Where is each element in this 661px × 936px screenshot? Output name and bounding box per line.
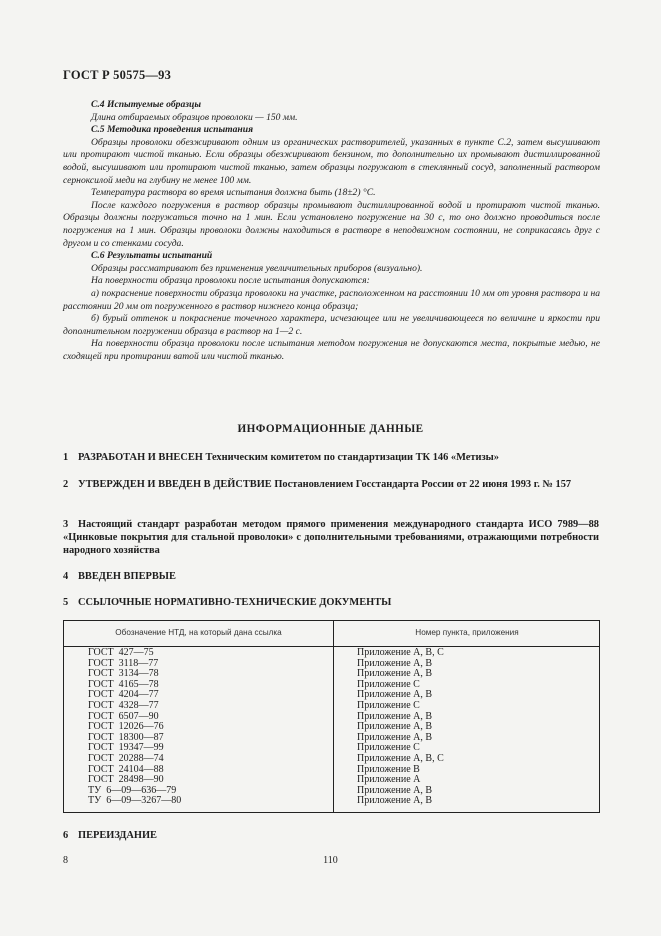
appendix-body [63,99,600,363]
info-item-number: 6 [63,830,69,841]
section-c6-item-a: а) покраснение поверхности образца проволоки на участке, расположенном на расстоянии 10 мм от уровня раствора и на расстоянии 20 мм от погруженного в раствор нижнего конца образца; [63,287,600,312]
table-cell-document: ГОСТ 18300—87 [88,731,164,743]
table-cell-document: ГОСТ 20288—74 [88,752,164,764]
table-cell-clause: Приложение В [357,763,420,775]
table-cell-document: ГОСТ 24104—88 [88,763,164,775]
table-header-document: Обозначение НТД, на который дана ссылка [115,628,282,637]
table-cell-document: ГОСТ 28498—90 [88,774,164,786]
table-cell-clause: Приложение А, В, С [357,647,444,658]
table-cell-document: ГОСТ 6507—90 [88,710,159,722]
table-cell-clause: Приложение С [357,699,420,711]
info-item-1 [63,451,599,464]
info-item-3 [63,518,599,557]
table-cell-document: ГОСТ 4328—77 [88,699,159,711]
info-item-6 [63,829,599,842]
table-cell-clause: Приложение С [357,678,420,690]
table-cell-clause: Приложение А [357,774,421,786]
table-cell-document: ГОСТ 427—75 [88,647,154,658]
table-cell-document: ГОСТ 12026—76 [88,721,164,733]
info-item-text: Настоящий стандарт разработан методом прямого применения международного стандарта ИСО 7989—88 «Цинковые покрытия для стальной проволоки» с дополнительными требованиями, отражающими потребности народного хозяйства [63,519,599,556]
info-item-text: ПЕРЕИЗДАНИЕ [78,830,157,841]
table-cell-clause: Приложение А, В [357,731,433,743]
section-c6-paragraph-1: Образцы рассматривают без применения увеличительных приборов (визуально). [91,262,423,274]
section-c4-text: Длина отбираемых образцов проволоки — 150 мм. [91,111,298,123]
info-item-5 [63,596,599,609]
table-cell-clause: Приложение А, В [357,784,433,796]
page-number-center: 110 [323,855,338,866]
section-c5-paragraph-1: Образцы проволоки обезжиривают одним из органических растворителей, указанных в пункте С.2, затем высушивают или протирают чистой тканью. Если образцы обезжиривают бензином, то дополнительно их промывают дистиллированной водой, высушивают или протирают чистой тканью, затем образцы погружают в стеклянный сосуд, заполненный раствором серноксилой меди на глубину не менее 100 мм. [63,136,600,186]
table-cell-document: ГОСТ 19347—99 [88,742,164,754]
table-cell-document: ГОСТ 3134—78 [88,668,159,680]
section-c5-paragraph-2: Температура раствора во время испытания должна быть (18±2) °С. [91,187,376,199]
table-cell-document: ТУ 6—09—636—79 [88,784,177,796]
info-item-text: ССЫЛОЧНЫЕ НОРМАТИВНО-ТЕХНИЧЕСКИЕ ДОКУМЕНТЫ [78,597,392,608]
document-header: ГОСТ Р 50575—93 [63,68,172,82]
page-number-left: 8 [63,855,68,866]
table-header-clause: Номер пункта, приложения [415,628,519,637]
table-cell-clause: Приложение С [357,742,420,754]
section-c5-paragraph-3: После каждого погружения в раствор образцы промывают дистиллированной водой и протирают чистой тканью. Образцы должны погружаться точно на 1 мин. Если установлено погружение на 30 с, то оно должно проводиться после погружения на 1 мин. Образцы проволоки должны находиться в растворе в неподвижном состоянии, не соприкасаясь друг с другом и со стенками сосуда. [63,199,600,249]
info-title: ИНФОРМАЦИОННЫЕ ДАННЫЕ [237,423,424,435]
table-cell-document: ТУ 6—09—3267—80 [88,795,182,807]
table-column-clauses [357,648,444,807]
info-item-text: РАЗРАБОТАН И ВНЕСЕН Техническим комитетом по стандартизации ТК 146 «Метизы» [78,452,499,463]
section-c6-paragraph-3: На поверхности образца проволоки после испытания методом погружения не допускаются места, покрытые медью, не сходящей при протирании ватой или чистой тканью. [63,338,600,362]
table-cell-clause: Приложение А, В [357,657,433,669]
info-item-text: ВВЕДЕН ВПЕРВЫЕ [78,571,176,582]
table-column-divider [333,621,334,812]
section-c4-title: С.4 Испытуемые образцы [91,99,202,110]
table-column-documents [88,648,181,807]
section-c6-paragraph-2: На поверхности образца проволоки после испытания допускаются: [91,275,370,287]
info-item-number: 4 [63,571,69,582]
table-cell-clause: Приложение А, В, С [357,752,444,764]
info-item-number: 2 [63,479,69,490]
info-item-4 [63,570,599,583]
table-cell-document: ГОСТ 4165—78 [88,678,159,690]
table-cell-clause: Приложение А, В [357,710,433,722]
section-c5-title: С.5 Методика проведения испытания [91,124,254,136]
table-cell-document: ГОСТ 3118—77 [88,657,159,669]
info-item-number: 5 [63,597,69,608]
table-cell-document: ГОСТ 4204—77 [88,689,159,701]
table-cell-clause: Приложение А, В [357,689,433,701]
table-cell-clause: Приложение А, В [357,795,433,807]
table-cell-clause: Приложение А, В [357,721,433,733]
info-item-2 [63,478,599,491]
info-item-text: УТВЕРЖДЕН И ВВЕДЕН В ДЕЙСТВИЕ Постановлением Госстандарта России от 22 июня 1993 г. № 157 [78,479,572,490]
info-item-number: 3 [63,519,69,530]
section-c6-title: С.6 Результаты испытаний [91,250,213,262]
references-table [63,620,600,813]
section-c6-item-b: б) бурый оттенок и покраснение точечного характера, исчезающее или не увеличивающееся по величине и яркости при дополнительном погружении образца в раствор на 1—2 с. [63,313,600,337]
table-cell-clause: Приложение А, В [357,668,433,680]
info-item-number: 1 [63,452,69,463]
